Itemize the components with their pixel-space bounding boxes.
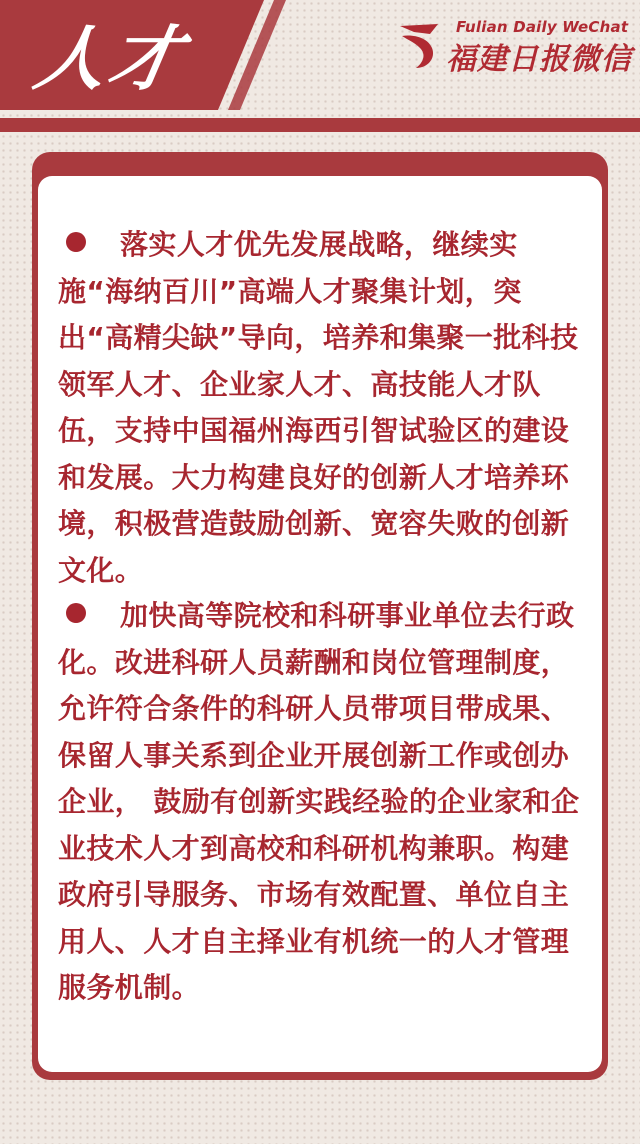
brand-english-name: Fulian Daily WeChat (456, 18, 629, 36)
bullet-dot-icon (66, 603, 86, 623)
paragraph-research-reform (58, 593, 588, 1012)
brand-chinese-name: 福建日报微信 (446, 42, 632, 77)
paragraph-text: 加快高等院校和科研事业单位去行政化。改进科研人员薪酬和岗位管理制度，允许符合条件的科研人员带项目带成果、保留人事关系到企业开展创新工作或创办企业， 鼓励有创新实践经验的企业家和企业技术人才到高校和科研机构兼职。构建政府引导服务、市场有效配置、单位自主用人、人才自主择业有机统一的人才管理服务机制。 (58, 599, 580, 1004)
page-title: 人才 (28, 18, 192, 100)
paragraph-text: 落实人才优先发展战略，继续实施“海纳百川”高端人才聚集计划，突出“高精尖缺”导向，培养和集聚一批科技领军人才、企业家人才、高技能人才队伍，支持中国福州海西引智试验区的建设和发展。大力构建良好的创新人才培养环境，积极营造鼓励创新、宽容失败的创新文化。 (58, 228, 579, 587)
bullet-dot-icon (66, 232, 86, 252)
brand-logo-block (398, 16, 632, 77)
paragraph-talent-strategy (58, 222, 588, 594)
